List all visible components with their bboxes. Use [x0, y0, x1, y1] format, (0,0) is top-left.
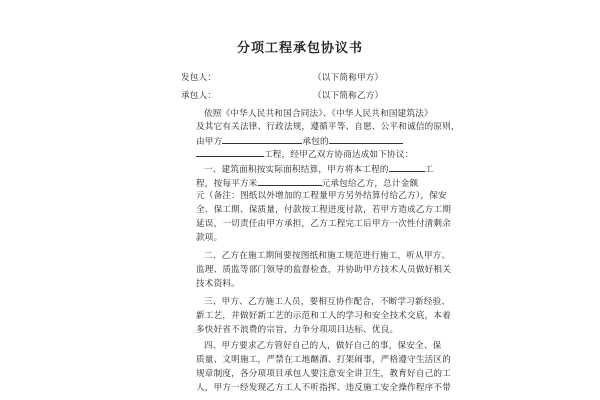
- body-line: 款项。: [196, 233, 223, 243]
- party-a-note: （以下简称甲方）: [313, 73, 384, 83]
- body-line-with-blanks: [196, 148, 414, 161]
- blank-underline: [222, 135, 302, 144]
- body-line: 全、保工期、保质量，付款按工程进度付款，若甲方造成乙方工期: [196, 205, 452, 215]
- body-line: 依照《中华人民共和国合同法》、《中华人民共和国建筑法》: [204, 109, 433, 119]
- body-line: 人，甲方一经发现乙方工人不听指挥、违反施工安全操作程序不带: [196, 383, 452, 393]
- body-line: 质量、文明施工，严禁在工地酗酒、打架闹事，严格遵守生活区的: [196, 355, 452, 365]
- body-line: 规章制度，各分项项目承包人要注意安全讲卫生，教育好自己的工: [196, 369, 452, 379]
- party-a-label: 发包人：: [181, 73, 217, 83]
- body-line-with-blanks: [196, 177, 418, 190]
- body-line: 四、甲方要求乙方管好自己的人，做好自己的事，保安全、保: [204, 341, 442, 351]
- text-fragment: 由甲方: [196, 137, 223, 147]
- blank-underline: [196, 148, 264, 157]
- body-line: 新工艺，并做好新工艺的示范和工人的学习和安全技术交底，本着: [196, 311, 452, 321]
- text-fragment: 工: [424, 165, 434, 175]
- body-line: 延误，一切责任由甲方承担，乙方工程完工后甲方一次性付清剩余: [196, 219, 452, 229]
- body-line: 多快好省不浪费的宗旨，力争分项项目达标、优良。: [196, 325, 399, 335]
- body-line: 二、乙方在施工期间要按图纸和施工规范进行施工，听从甲方、: [204, 251, 451, 261]
- body-line: 三、甲方、乙方施工人员，要相互协作配合，不断学习新经验、: [204, 297, 451, 307]
- text-fragment: 一、建筑面积按实际面积结算，甲方将本工程的: [204, 165, 389, 175]
- body-line-with-blanks: [196, 135, 403, 148]
- blank-underline: [389, 163, 425, 172]
- text-fragment: 工程，经甲乙双方协商达成如下协议：: [264, 150, 414, 160]
- page-title: 分项工程承包协议书: [236, 41, 363, 56]
- text-fragment: 承包的: [302, 137, 329, 147]
- text-fragment: 元承包给乙方，总计金额: [321, 179, 419, 189]
- body-line: 元（备注：图纸以外增加的工程量甲方另外结算付给乙方），保安: [196, 191, 447, 201]
- blank-underline: [329, 135, 403, 144]
- body-line: 及其它有关法律、行政法规，遵循平等、自愿、公平和诚信的原则，: [196, 122, 460, 132]
- text-fragment: 程，按每平方米: [196, 179, 258, 189]
- blank-underline: [258, 177, 322, 186]
- party-b-note: （以下简称乙方）: [313, 91, 384, 101]
- party-b-label: 承包人：: [181, 91, 217, 101]
- body-line-with-blanks: [204, 163, 433, 176]
- body-line: 技术资料。: [196, 279, 240, 289]
- body-line: 监理、质监等部门领导的监督检查，并协助甲方技术人员做好相关: [196, 265, 452, 275]
